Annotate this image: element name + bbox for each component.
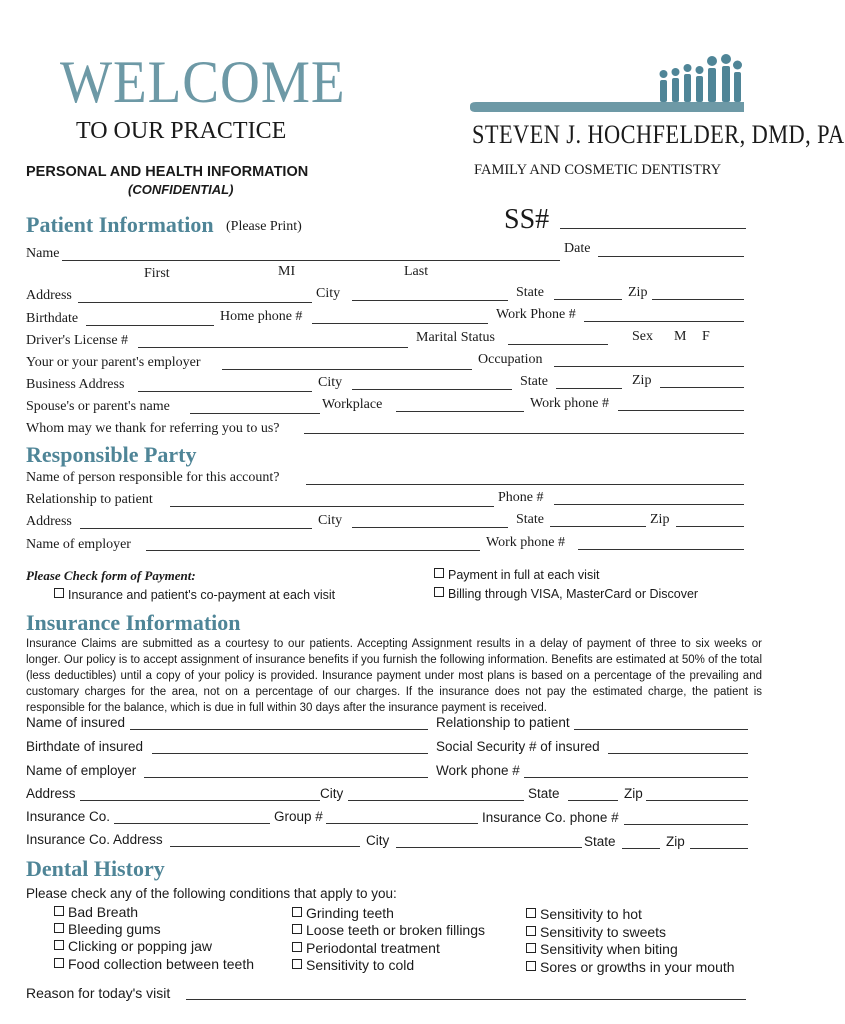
ins-co-zip-field[interactable] [690,848,748,849]
payment-heading: Please Check form of Payment: [26,568,196,583]
dental-instructions: Please check any of the following conditions that apply to you: [26,886,397,901]
checkbox-icon[interactable] [292,959,302,969]
confidential-label: (CONFIDENTIAL) [128,182,234,197]
ins-co-city-field[interactable] [396,847,582,848]
condition-label: Loose teeth or broken fillings [306,922,485,938]
sex-f-option[interactable]: F [702,329,710,344]
responsible-address-field[interactable] [80,528,312,529]
ss-label: SS# [504,204,550,235]
payment-full-option[interactable] [434,568,599,582]
insurance-heading: Insurance Information [26,610,241,635]
responsible-city-field[interactable] [352,527,508,528]
checkbox-icon[interactable] [526,926,536,936]
birthdate-label: Birthdate [26,311,79,326]
responsible-zip-label: Zip [650,512,670,527]
family-figures-icon [660,54,743,102]
condition-item[interactable] [54,956,254,972]
first-label: First [144,266,170,281]
responsible-address-label: Address [26,514,72,529]
doctor-name: STEVEN J. HOCHFELDER, DMD, PA [472,120,845,149]
print-note: (Please Print) [226,219,302,234]
sex-label: Sex [632,329,653,344]
work-phone-label: Work Phone # [496,307,576,322]
ins-co-state-field[interactable] [622,848,660,849]
responsible-party-heading: Responsible Party [26,442,197,467]
condition-label: Sensitivity to cold [306,957,415,973]
condition-item[interactable] [54,921,161,937]
condition-label: Food collection between teeth [68,956,255,972]
responsible-employer-field[interactable] [146,550,480,551]
checkbox-icon[interactable] [526,961,536,971]
group-label: Group # [274,809,323,824]
address-field[interactable] [78,302,312,303]
ins-phone-label: Insurance Co. phone # [482,810,619,825]
ss-field[interactable] [560,228,746,229]
ins-state-field[interactable] [568,800,618,801]
form-heading: PERSONAL AND HEALTH INFORMATION [26,164,309,180]
employer-field[interactable] [222,369,472,370]
ins-relationship-label: Relationship to patient [436,715,570,730]
name-label: Name [26,246,60,261]
checkbox-icon[interactable] [54,588,64,598]
drivers-license-field[interactable] [138,347,408,348]
ins-state-label: State [528,786,560,801]
condition-label: Sensitivity when biting [540,941,678,957]
welcome-title: WELCOME [60,49,346,115]
ins-zip-field[interactable] [646,800,748,801]
spouse-work-phone-field[interactable] [618,410,744,411]
date-field[interactable] [598,256,744,257]
name-field[interactable] [62,260,560,261]
spouse-work-phone-label: Work phone # [530,396,609,411]
checkbox-icon[interactable] [526,908,536,918]
workplace-field[interactable] [396,411,524,412]
checkbox-icon[interactable] [54,958,64,968]
dental-history-heading: Dental History [26,856,165,881]
responsible-name-label: Name of person responsible for this account? [26,470,280,485]
condition-item[interactable] [526,906,642,922]
spouse-label: Spouse's or parent's name [26,399,170,414]
condition-item[interactable] [292,922,485,938]
responsible-city-label: City [318,513,343,528]
payment-copay-label: Insurance and patient's co-payment at each visit [68,588,336,602]
spouse-field[interactable] [190,413,320,414]
condition-label: Sores or growths in your mouth [540,959,735,975]
condition-label: Sensitivity to hot [540,906,642,922]
birthdate-insured-label: Birthdate of insured [26,739,144,754]
marital-status-field[interactable] [508,344,608,345]
ins-co-state-label: State [584,834,616,849]
reason-label: Reason for today's visit [26,985,171,1001]
city-field[interactable] [352,300,508,301]
practice-specialty: FAMILY AND COSMETIC DENTISTRY [474,162,722,178]
condition-item[interactable] [292,957,414,973]
ins-co-zip-label: Zip [666,834,685,849]
responsible-state-label: State [516,512,544,527]
responsible-zip-field[interactable] [676,526,744,527]
relationship-label: Relationship to patient [26,492,153,507]
responsible-work-phone-field[interactable] [578,549,744,550]
name-insured-field[interactable] [130,729,428,730]
drivers-license-label: Driver's License # [26,333,129,348]
ins-co-label: Insurance Co. [26,809,111,824]
logo-bar [470,102,744,112]
condition-item[interactable] [292,940,440,956]
ins-work-phone-field[interactable] [524,777,748,778]
ins-relationship-field[interactable] [574,729,748,730]
business-city-field[interactable] [352,389,512,390]
referral-field[interactable] [304,433,744,434]
ins-co-city-label: City [366,833,390,848]
condition-item[interactable] [54,904,138,920]
ins-phone-field[interactable] [624,824,748,825]
checkbox-icon[interactable] [434,568,444,578]
payment-full-label: Payment in full at each visit [448,568,600,582]
date-label: Date [564,241,591,256]
name-insured-label: Name of insured [26,715,126,730]
checkbox-icon[interactable] [54,940,64,950]
ins-city-label: City [320,786,344,801]
responsible-work-phone-label: Work phone # [486,535,565,550]
condition-label: Bad Breath [68,904,139,920]
ins-address-field[interactable] [80,800,320,801]
insurance-paragraph: Insurance Claims are submitted as a courtesy to our patients. Accepting Assignment results in a delay of payment of three to six weeks or longer. Our policy is to accept assignment of insurance benefits if you furnish the following information. Benefits are estimated at 50% of the total (less deductibles) until a copy of your policy is provided. Insurance payment under most plans is based on a percentage of the prevailing and customary charges for the area, not on a percentage of our charges. If the insurance does not pay the estimated charge, the patient is responsible for the balance, which is due in full within 30 days after the insurance payment is received. [26,638,762,714]
marital-status-label: Marital Status [416,330,495,345]
address-label: Address [26,288,72,303]
referral-label: Whom may we thank for referring you to us? [26,421,280,436]
zip-label: Zip [628,285,648,300]
condition-item[interactable] [292,905,394,921]
condition-item[interactable] [54,938,212,954]
ins-co-field[interactable] [114,823,270,824]
ins-city-field[interactable] [348,800,524,801]
workplace-label: Workplace [322,397,383,412]
checkbox-icon[interactable] [54,906,64,916]
condition-item[interactable] [526,959,735,975]
condition-label: Sensitivity to sweets [540,924,667,940]
checkbox-icon[interactable] [434,587,444,597]
ssn-insured-field[interactable] [608,753,748,754]
ssn-insured-label: Social Security # of insured [436,739,600,754]
responsible-employer-label: Name of employer [26,537,131,552]
checkbox-icon[interactable] [526,943,536,953]
condition-label: Clicking or popping jaw [68,938,212,954]
payment-billing-label: Billing through VISA, MasterCard or Discover [448,587,699,601]
city-label: City [316,286,341,301]
business-city-label: City [318,375,343,390]
business-zip-label: Zip [632,373,652,388]
occupation-label: Occupation [478,352,543,367]
responsible-phone-field[interactable] [554,504,744,505]
condition-item[interactable] [526,941,678,957]
ins-co-address-field[interactable] [170,846,360,847]
condition-label: Bleeding gums [68,921,161,937]
home-phone-label: Home phone # [220,309,303,324]
home-phone-field[interactable] [312,323,488,324]
checkbox-icon[interactable] [292,907,302,917]
work-phone-field[interactable] [584,321,744,322]
patient-info-heading: Patient Information [26,212,214,237]
ins-address-label: Address [26,786,76,801]
condition-label: Grinding teeth [306,905,394,921]
responsible-state-field[interactable] [550,526,646,527]
birthdate-field[interactable] [86,325,214,326]
group-field[interactable] [326,823,478,824]
zip-field[interactable] [652,299,744,300]
state-field[interactable] [554,299,622,300]
business-address-field[interactable] [138,391,312,392]
state-label: State [516,285,544,300]
employer-label: Your or your parent's employer [26,355,201,370]
checkbox-icon[interactable] [54,923,64,933]
ins-co-address-label: Insurance Co. Address [26,832,163,847]
last-label: Last [404,264,429,279]
birthdate-insured-field[interactable] [152,753,428,754]
practice-subtitle: TO OUR PRACTICE [76,118,287,144]
payment-copay-option[interactable] [54,588,335,602]
business-state-label: State [520,374,548,389]
sex-m-option[interactable]: M [674,329,687,344]
reason-field[interactable] [186,999,746,1000]
ins-work-phone-label: Work phone # [436,763,520,778]
responsible-phone-label: Phone # [498,490,544,505]
condition-item[interactable] [526,924,666,940]
checkbox-icon[interactable] [292,924,302,934]
mi-label: MI [278,264,296,279]
business-zip-field[interactable] [660,387,744,388]
condition-label: Periodontal treatment [306,940,440,956]
relationship-field[interactable] [170,506,494,507]
responsible-name-field[interactable] [306,484,744,485]
ins-zip-label: Zip [624,786,643,801]
ins-employer-label: Name of employer [26,763,137,778]
ins-employer-field[interactable] [144,777,428,778]
business-address-label: Business Address [26,377,125,392]
practice-logo [466,54,746,116]
checkbox-icon[interactable] [292,942,302,952]
payment-billing-option[interactable] [434,587,698,601]
business-state-field[interactable] [556,388,622,389]
occupation-field[interactable] [554,366,744,367]
